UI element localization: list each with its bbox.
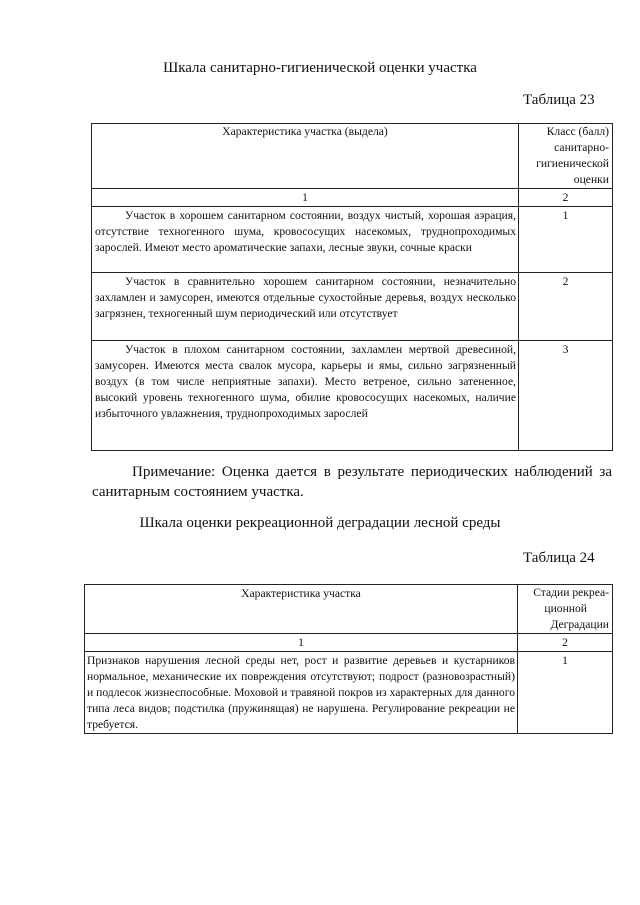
header-class-line: Класс (балл) <box>546 125 609 138</box>
header-stage-line: Деградации <box>550 618 609 631</box>
row-class-value: 1 <box>519 207 613 273</box>
header-stage-line: ционной <box>544 602 587 615</box>
table-row <box>92 341 613 451</box>
table24-label: Таблица 24 <box>523 550 595 566</box>
column-number: 2 <box>518 634 613 652</box>
header-class-line: гигиенической <box>536 157 609 170</box>
table23-label: Таблица 23 <box>523 92 595 108</box>
table-header-row <box>92 124 613 189</box>
header-stage <box>518 585 613 634</box>
row-description: Участок в сравнительно хорошем санитарном состоянии, незначительно захламлен и замусорен, имеются отдельные сухостойные деревья, воздух несколько загрязнен, техногенный шум периодический или отсутствует <box>92 273 519 341</box>
header-class <box>519 124 613 189</box>
table24-title: Шкала оценки рекреационной деградации лесной среды <box>139 515 501 531</box>
row-description: Признаков нарушения лесной среды нет, рост и развитие деревьев и кустарников нормальное, механические их повреждения отсутствуют; подрост (разновозрастный) и подлесок жизнеспособные. Моховой и травяной покров из характерных для данного типа леса видов; подстилка (пружинящая) не нарушена. Регулирование рекреации не требуется. <box>85 652 518 734</box>
header-stage-line: Стадии рекреа- <box>533 586 609 599</box>
sanitary-scale-table <box>91 123 613 451</box>
table23-title: Шкала санитарно-гигиенической оценки участка <box>163 60 477 76</box>
row-stage-value: 1 <box>518 652 613 734</box>
column-number: 1 <box>85 634 518 652</box>
table-header-row <box>85 585 613 634</box>
table-row <box>85 652 613 734</box>
note-paragraph: Примечание: Оценка дается в результате периодических наблюдений за санитарным состоянием участка. <box>92 464 612 500</box>
header-class-line: санитарно- <box>554 141 609 154</box>
column-number-row <box>85 634 613 652</box>
table-row <box>92 207 613 273</box>
row-description: Участок в плохом санитарном состоянии, захламлен мертвой древесиной, замусорен. Имеются места свалок мусора, карьеры и ямы, сильно загрязненный воздух (в том числе неприятные запахи). Место ветреное, сильно затененное, высокий уровень техногенного шума, обилие кровососущих насекомых, наличие избыточного увлажнения, труднопроходимых зарослей <box>92 341 519 451</box>
header-class-line: оценки <box>573 173 609 186</box>
header-characteristic: Характеристика участка <box>85 585 518 634</box>
header-characteristic: Характеристика участка (выдела) <box>92 124 519 189</box>
column-number-row <box>92 189 613 207</box>
column-number: 2 <box>519 189 613 207</box>
row-class-value: 3 <box>519 341 613 451</box>
row-class-value: 2 <box>519 273 613 341</box>
column-number: 1 <box>92 189 519 207</box>
row-description: Участок в хорошем санитарном состоянии, воздух чистый, хорошая аэрация, отсутствие техногенного шума, кровососущих насекомых, труднопроходимых зарослей. Имеют место ароматические запахи, лесные звуки, сочные краски <box>92 207 519 273</box>
table-row <box>92 273 613 341</box>
recreational-degradation-table <box>84 584 613 734</box>
